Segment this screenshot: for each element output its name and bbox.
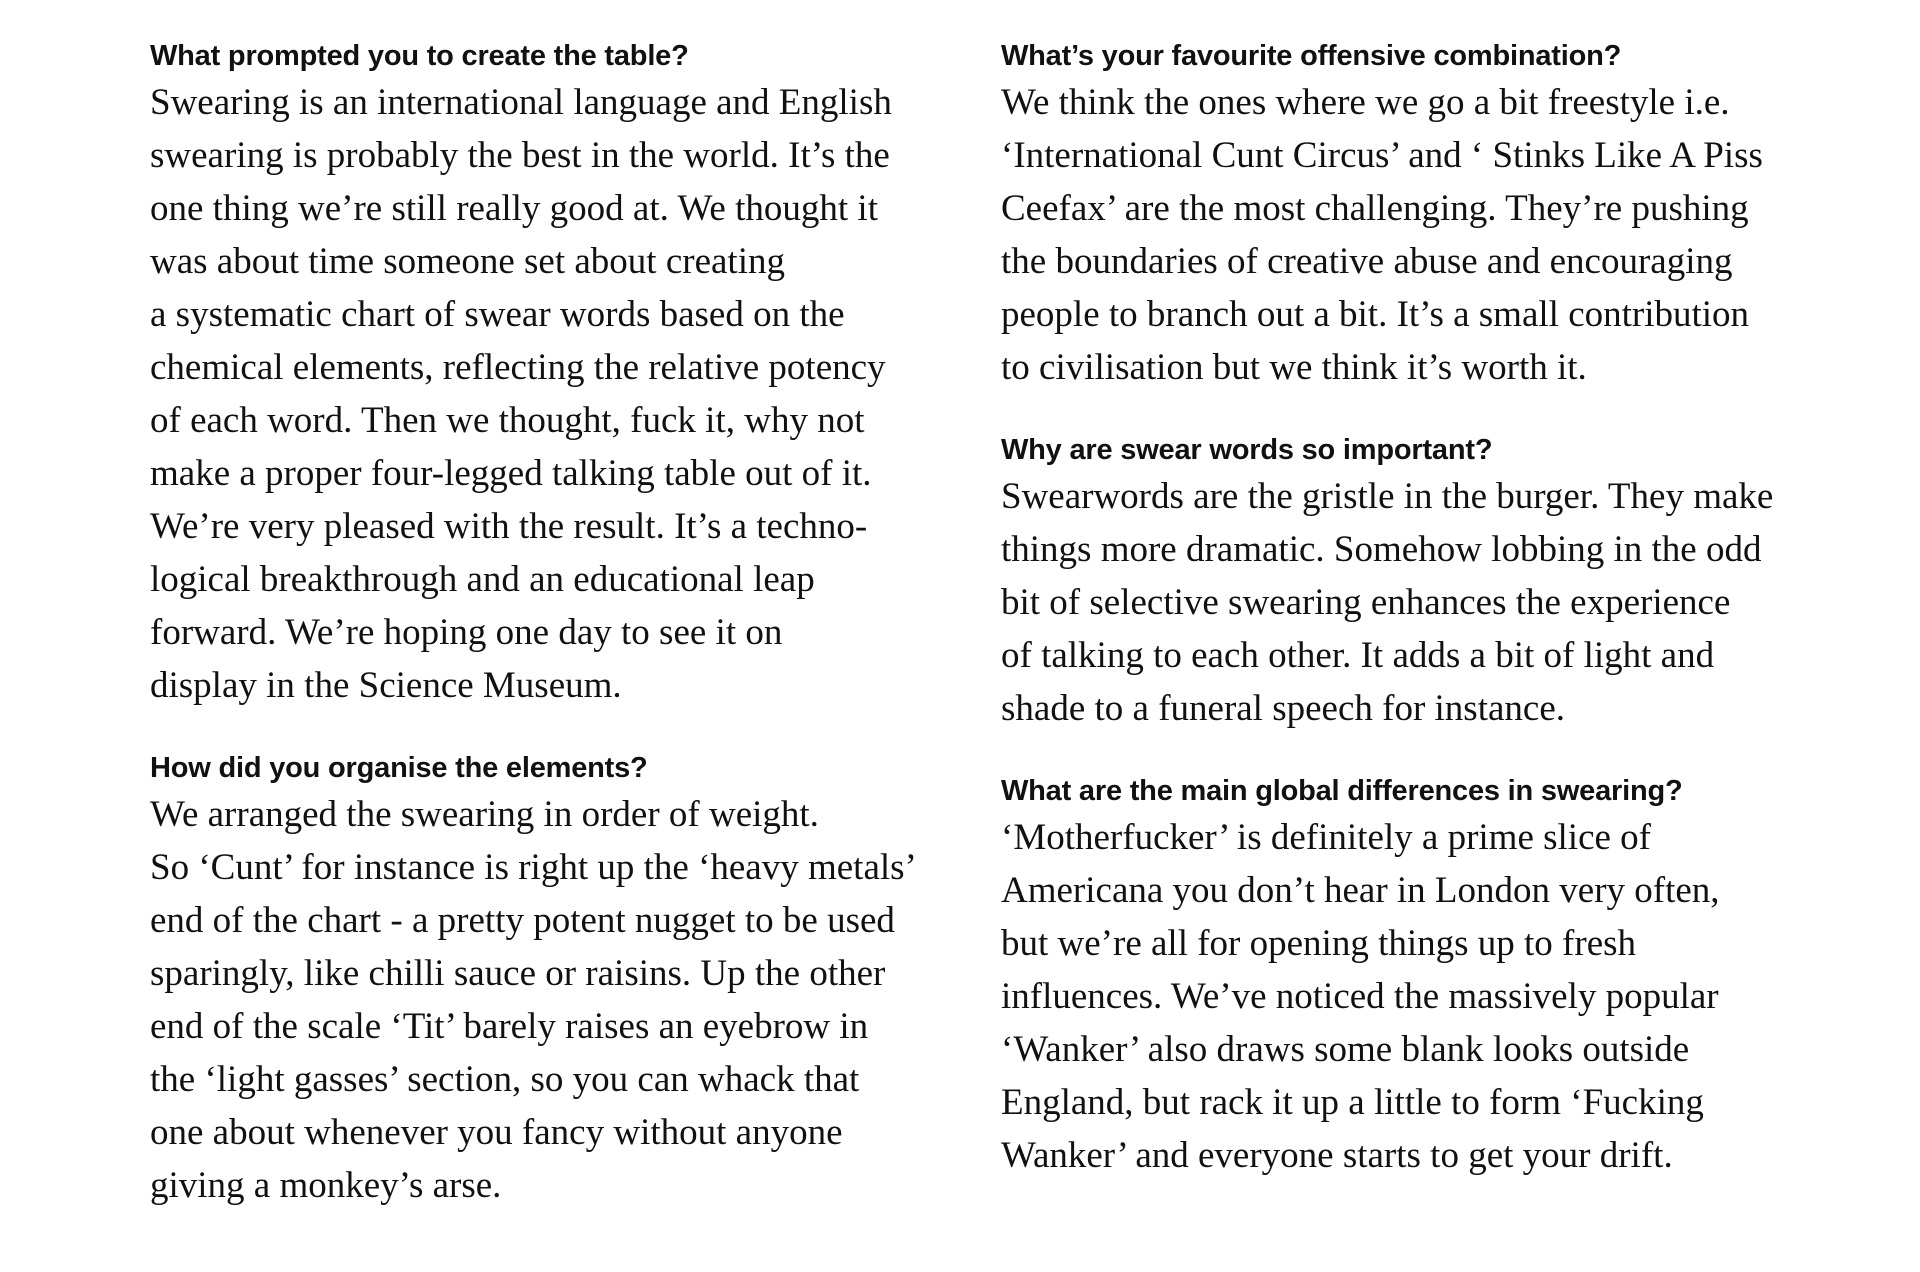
answer-line: Wanker’ and everyone starts to get your drift. — [1001, 1135, 1673, 1176]
qa-block-create-table — [150, 36, 940, 712]
qa-block-favourite-combination — [1001, 36, 1791, 394]
answer-line: chemical elements, reflecting the relative potency — [150, 347, 886, 388]
answer-line: We’re very pleased with the result. It’s a techno- — [150, 506, 868, 547]
answer-paragraph — [150, 788, 940, 1212]
answer-line: Swearing is an international language and English — [150, 82, 892, 123]
answer-line: one thing we’re still really good at. We thought it — [150, 188, 878, 229]
answer-line: end of the scale ‘Tit’ barely raises an eyebrow in — [150, 1006, 869, 1047]
answer-line: the boundaries of creative abuse and encouraging — [1001, 241, 1733, 282]
answer-line: of talking to each other. It adds a bit of light and — [1001, 635, 1715, 676]
answer-line: We think the ones where we go a bit freestyle i.e. — [1001, 82, 1730, 123]
answer-line: shade to a funeral speech for instance. — [1001, 688, 1565, 729]
answer-line: swearing is probably the best in the world. It’s the — [150, 135, 890, 176]
answer-line: people to branch out a bit. It’s a small contribution — [1001, 294, 1750, 335]
answer-paragraph — [1001, 811, 1791, 1182]
answer-line: of each word. Then we thought, fuck it, why not — [150, 400, 865, 441]
answer-line: Americana you don’t hear in London very often, — [1001, 870, 1720, 911]
question-heading: What are the main global differences in swearing? — [1001, 775, 1683, 807]
answer-paragraph — [1001, 76, 1791, 394]
answer-line: bit of selective swearing enhances the experience — [1001, 582, 1731, 623]
answer-paragraph — [1001, 470, 1791, 735]
answer-line: but we’re all for opening things up to fresh — [1001, 923, 1637, 964]
answer-line: make a proper four-legged talking table out of it. — [150, 453, 872, 494]
left-column — [150, 36, 940, 1248]
question-heading: What’s your favourite offensive combination? — [1001, 40, 1622, 72]
question-heading: How did you organise the elements? — [150, 752, 648, 784]
qa-block-why-important — [1001, 430, 1791, 735]
answer-line: So ‘Cunt’ for instance is right up the ‘heavy metals’ — [150, 847, 917, 888]
question-heading: What prompted you to create the table? — [150, 40, 689, 72]
answer-paragraph — [150, 76, 940, 712]
answer-line: the ‘light gasses’ section, so you can whack that — [150, 1059, 860, 1100]
answer-line: end of the chart - a pretty potent nugget to be used — [150, 900, 895, 941]
answer-line: England, but rack it up a little to form ‘Fucking — [1001, 1082, 1704, 1123]
answer-line: things more dramatic. Somehow lobbing in the odd — [1001, 529, 1762, 570]
answer-line: sparingly, like chilli sauce or raisins. Up the other — [150, 953, 886, 994]
answer-line: We arranged the swearing in order of weight. — [150, 794, 819, 835]
answer-line: giving a monkey’s arse. — [150, 1165, 502, 1206]
answer-line: was about time someone set about creating — [150, 241, 785, 282]
question-heading: Why are swear words so important? — [1001, 434, 1493, 466]
answer-line: display in the Science Museum. — [150, 665, 622, 706]
answer-line: ‘Wanker’ also draws some blank looks outside — [1001, 1029, 1690, 1070]
answer-line: logical breakthrough and an educational leap — [150, 559, 815, 600]
right-column — [1001, 36, 1791, 1218]
answer-line: influences. We’ve noticed the massively popular — [1001, 976, 1719, 1017]
qa-block-organise-elements — [150, 748, 940, 1212]
answer-line: forward. We’re hoping one day to see it on — [150, 612, 783, 653]
answer-line: a systematic chart of swear words based on the — [150, 294, 845, 335]
answer-line: to civilisation but we think it’s worth it. — [1001, 347, 1587, 388]
answer-line: Swearwords are the gristle in the burger. They make — [1001, 476, 1774, 517]
answer-line: one about whenever you fancy without anyone — [150, 1112, 843, 1153]
answer-line: ‘International Cunt Circus’ and ‘ Stinks Like A Piss — [1001, 135, 1763, 176]
answer-line: Ceefax’ are the most challenging. They’re pushing — [1001, 188, 1749, 229]
qa-block-global-differences — [1001, 771, 1791, 1182]
answer-line: ‘Motherfucker’ is definitely a prime slice of — [1001, 817, 1651, 858]
